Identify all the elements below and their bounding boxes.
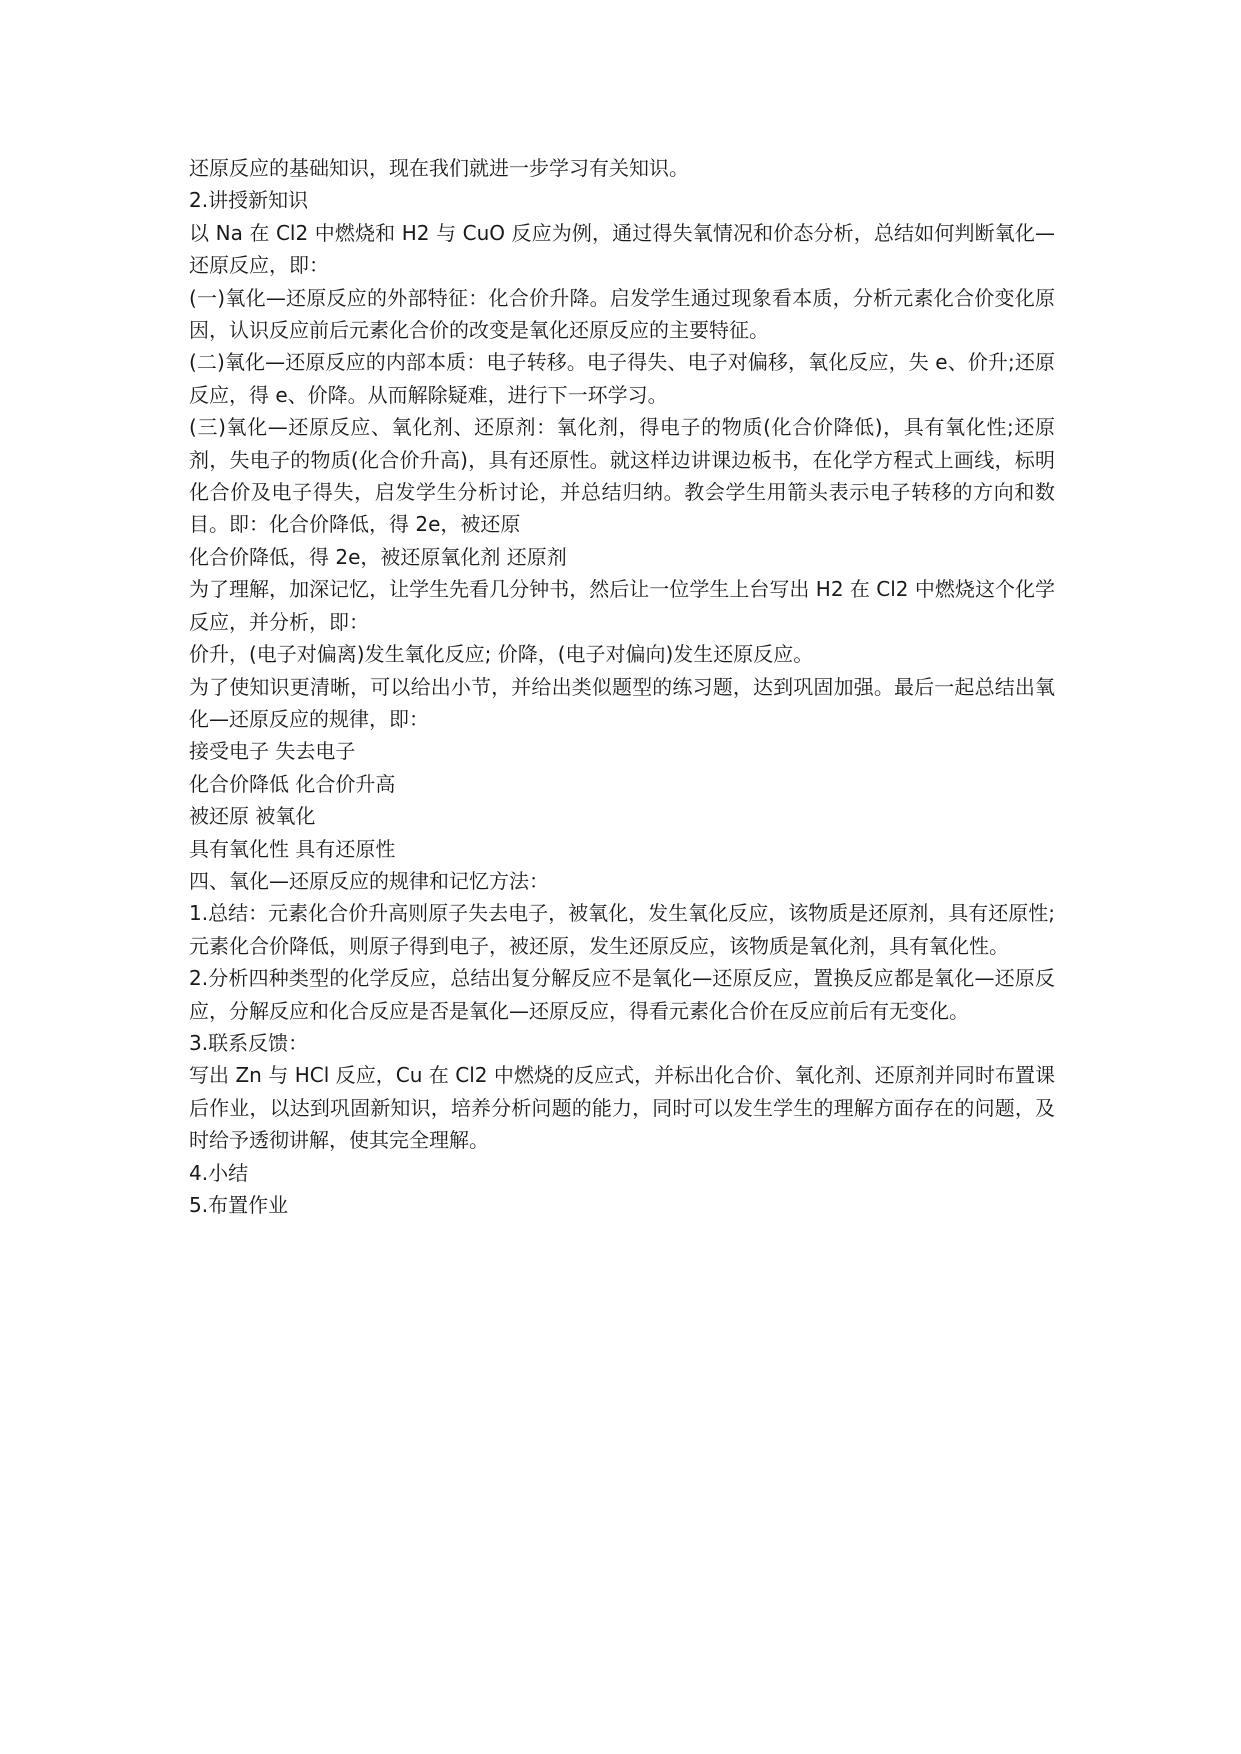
rule-line-electrons: 接受电子 失去电子 (189, 739, 356, 764)
paragraph-feedback: 写出 Zn 与 HCl 反应，Cu 在 Cl2 中燃烧的反应式，并标出化合价、氧化剂、还原剂并同时布置课后作业，以达到巩固新知识，培养分析问题的能力，同时可以发生学生的理解方面存在的问题，及时给予透彻讲解，使其完全理解。 (189, 1063, 1055, 1153)
section-heading-homework: 5.布置作业 (189, 1193, 289, 1217)
rule-line-valence: 化合价降低 化合价升高 (189, 771, 396, 796)
paragraph-valence-note: 化合价降低，得 2e，被还原氧化剂 还原剂 (189, 544, 567, 569)
paragraph-analysis-2: 2.分析四种类型的化学反应，总结出复分解反应不是氧化—还原反应，置换反应都是氧化—还原反应，分解反应和化合反应是否是氧化—还原反应，得看元素化合价在反应前后有无变化。 (189, 966, 1055, 1023)
rule-line-properties: 具有氧化性 具有还原性 (189, 836, 396, 861)
paragraph-understanding: 为了理解，加深记忆，让学生先看几分钟书，然后让一位学生上台写出 H2 在 Cl2 中燃烧这个化学反应，并分析，即： (189, 577, 1055, 634)
paragraph-oxidant-reductant: (三)氧化—还原反应、氧化剂、还原剂：氧化剂，得电子的物质(化合价降低)，具有氧化性;还原剂，失电子的物质(化合价升高)，具有还原性。就这样边讲课边板书，在化学方程式上画线，标明化合价及电子得失，启发学生分析讨论，并总结归纳。教会学生用箭头表示电子转移的方向和数目。即：化合价降低，得 2e，被还原 (189, 415, 1055, 537)
paragraph-internal-essence: (二)氧化—还原反应的内部本质：电子转移。电子得失、电子对偏移，氧化反应，失 e、价升;还原反应，得 e、价降。从而解除疑难，进行下一环学习。 (189, 350, 1055, 407)
section-heading-feedback: 3.联系反馈： (189, 1030, 309, 1055)
paragraph-external-feature: (一)氧化—还原反应的外部特征：化合价升降。启发学生通过现象看本质，分析元素化合价变化原因，认识反应前后元素化合价的改变是氧化还原反应的主要特征。 (189, 285, 1055, 343)
rule-line-reduced-oxidized: 被还原 被氧化 (189, 804, 316, 829)
section-heading-rules: 四、氧化—还原反应的规律和记忆方法： (189, 868, 549, 893)
section-heading-new-knowledge: 2.讲授新知识 (189, 188, 309, 213)
paragraph-summary-1: 1.总结：元素化合价升高则原子失去电子，被氧化，发生氧化反应，该物质是还原剂，具有还原性;元素化合价降低，则原子得到电子，被还原，发生还原反应，该物质是氧化剂，具有氧化性。 (189, 901, 1055, 958)
paragraph-electron-pair: 价升，(电子对偏离)发生氧化反应; 价降，(电子对偏向)发生还原反应。 (189, 642, 814, 667)
section-heading-conclusion: 4.小结 (189, 1160, 249, 1185)
paragraph-example: 以 Na 在 Cl2 中燃烧和 H2 与 CuO 反应为例，通过得失氧情况和价态分析，总结如何判断氧化—还原反应，即： (189, 220, 1055, 278)
paragraph-summary-intro: 为了使知识更清晰，可以给出小节，并给出类似题型的练习题，达到巩固加强。最后一起总结出氧化—还原反应的规律，即： (189, 674, 1055, 731)
document-page (189, 152, 1055, 1221)
paragraph-intro-continuation: 还原反应的基础知识，现在我们就进一步学习有关知识。 (189, 156, 689, 180)
